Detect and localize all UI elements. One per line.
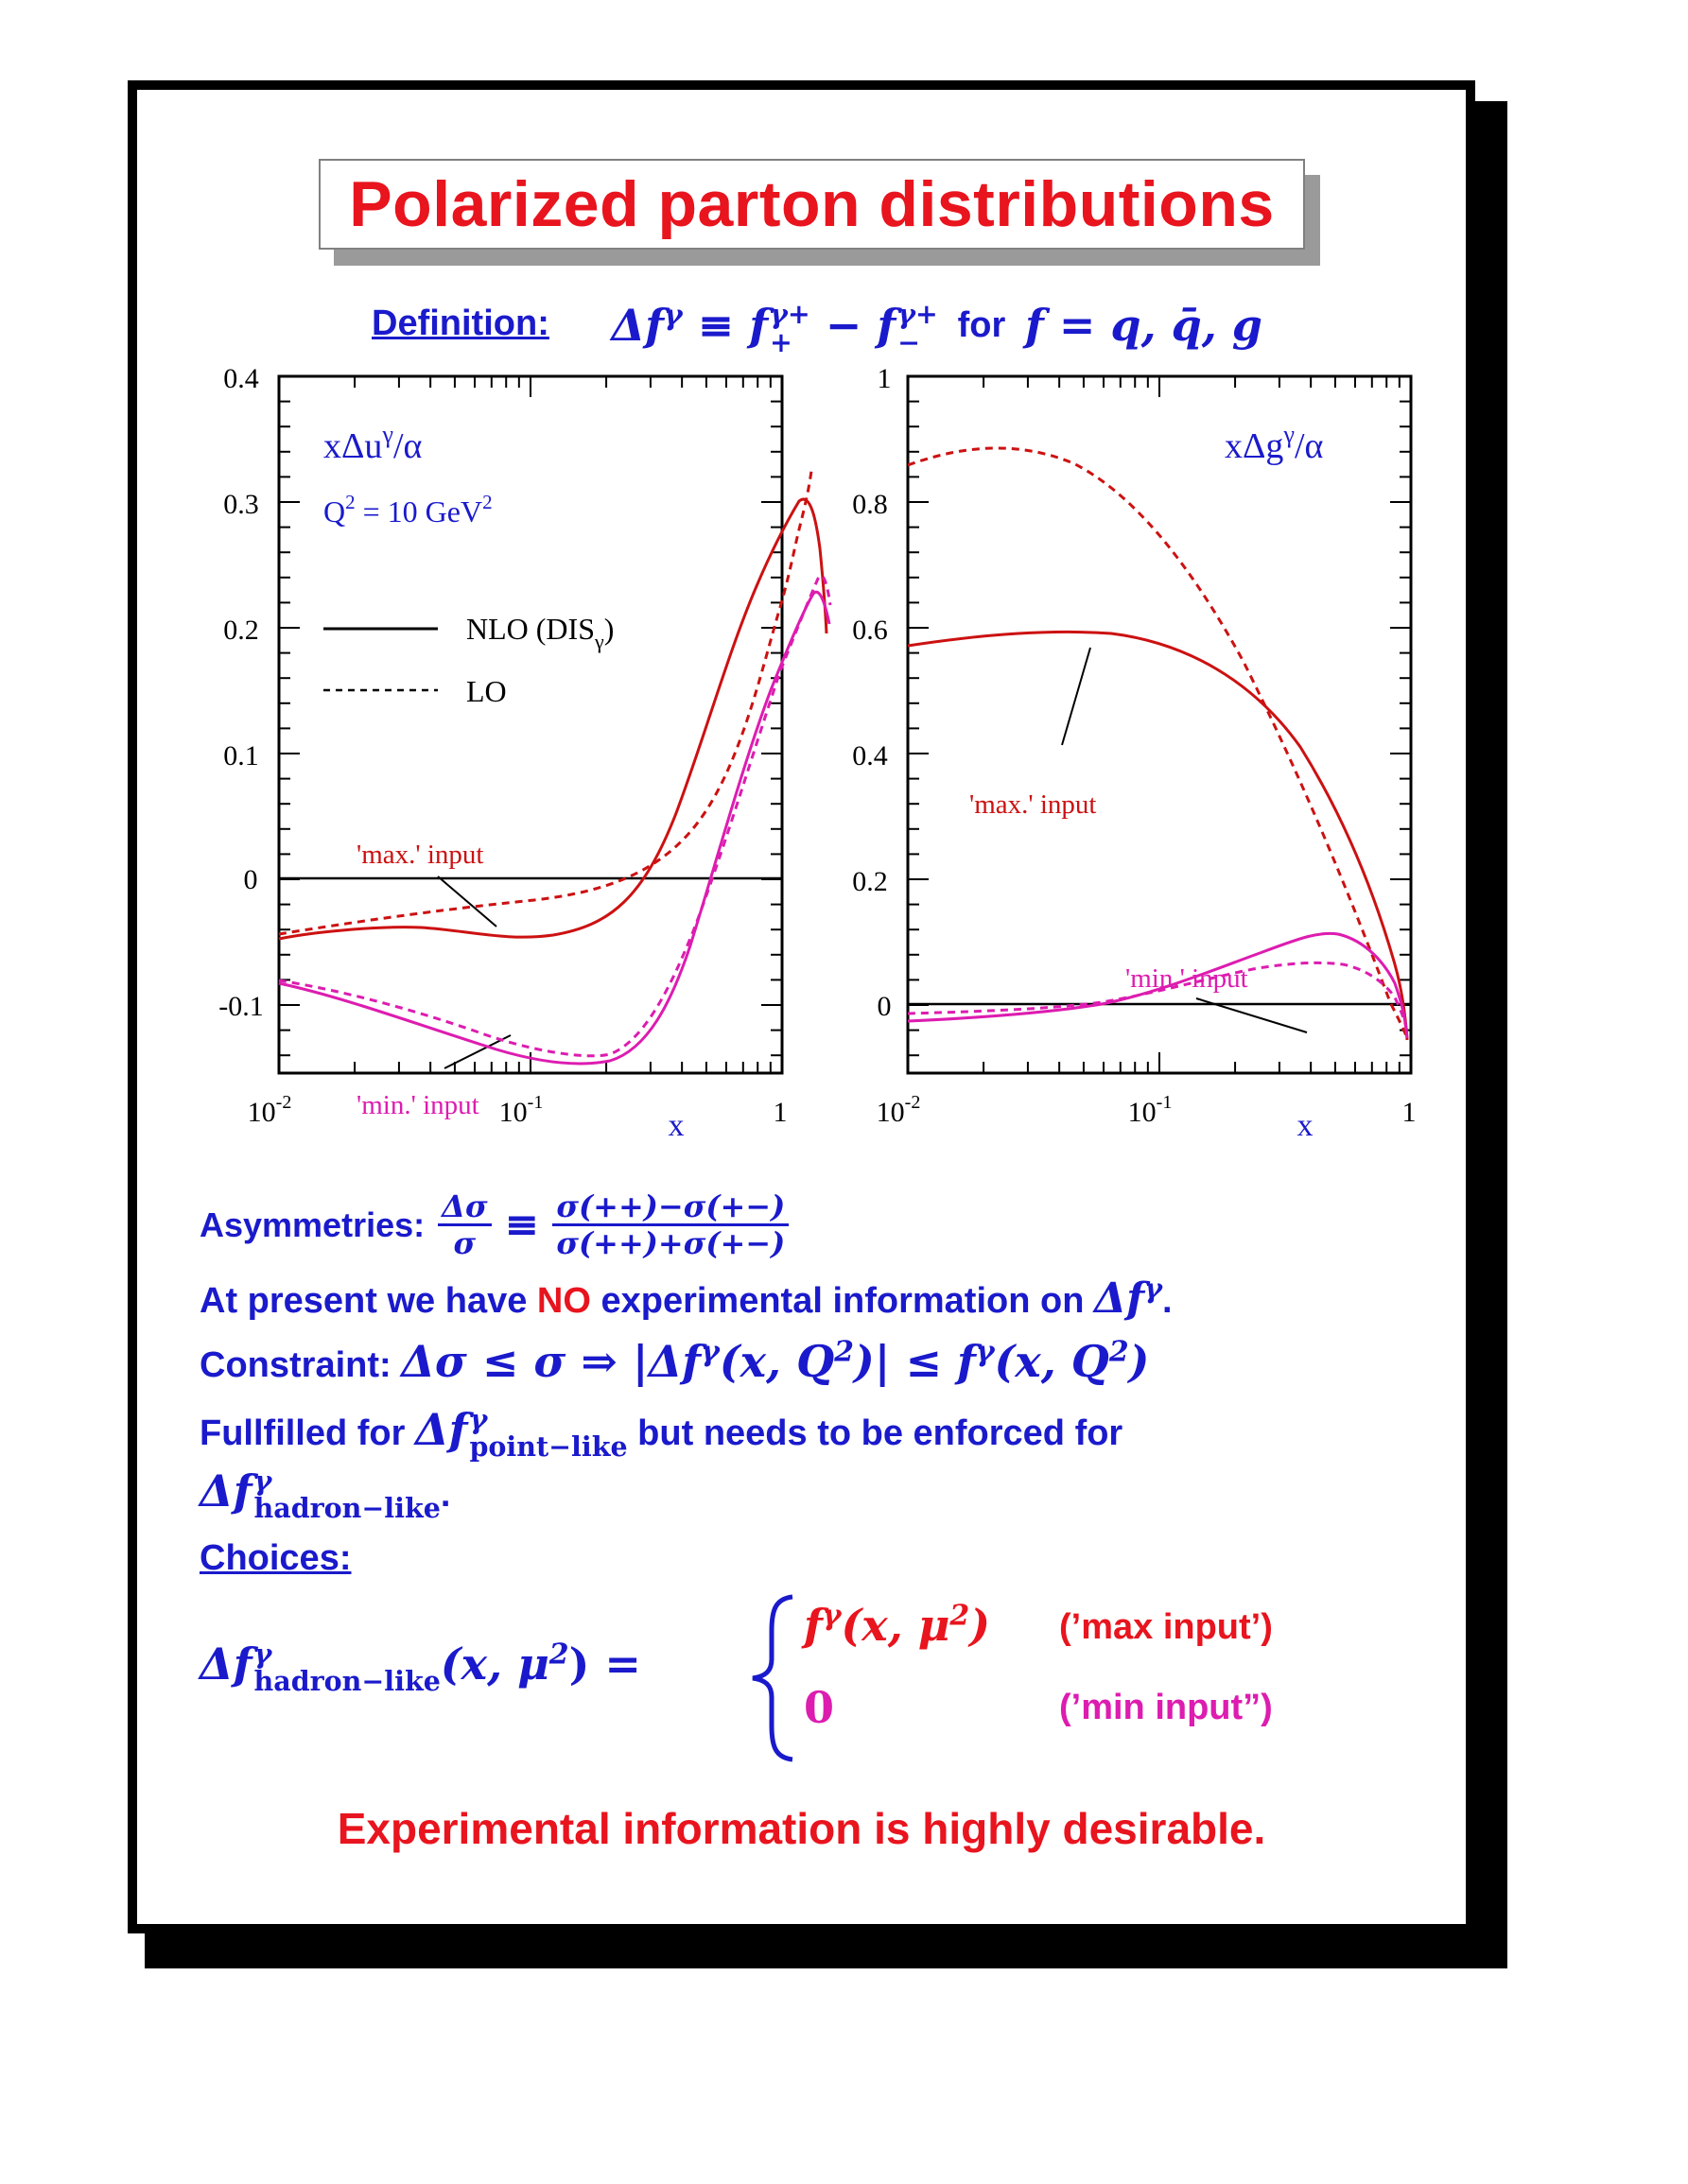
right-chart [852, 363, 1416, 1143]
page-title: Polarized parton distributions [349, 168, 1275, 240]
asymmetries-label: Asymmetries: [200, 1205, 426, 1244]
constraint-line [200, 1336, 1149, 1387]
asymmetry-lhs: $\frac{\Delta\sigma}{\sigma}$ [438, 1191, 491, 1258]
hadron-end: . [440, 1475, 451, 1515]
left-xlabel: x [668, 1108, 685, 1143]
fulfilled-math: Δf γ point−like [414, 1403, 628, 1463]
left-xtick-label: $10^{-2}$ [247, 1092, 292, 1128]
choices-lhs-row [200, 1638, 641, 1695]
case1-note-row [1059, 1607, 1273, 1648]
present-math: $\Delta f^\gamma$ [1093, 1272, 1162, 1323]
asymmetries-line [200, 1188, 789, 1261]
hadron-line [200, 1465, 450, 1522]
choices-label-row [200, 1538, 351, 1579]
choices-brace [747, 1593, 804, 1763]
fulfilled-text-2: but needs to be enforced for [627, 1413, 1123, 1453]
slide-frame [128, 80, 1475, 1933]
charts-area [137, 359, 1466, 1144]
left-max-label: 'max.' input [357, 840, 484, 870]
constraint-label: Constraint: [200, 1345, 402, 1385]
left-ytick-label: 0.4 [223, 363, 259, 394]
present-text-2: experimental information on [590, 1281, 1094, 1321]
definition-lhs: $\Delta f^\gamma$ [611, 299, 683, 351]
case2-note-row [1059, 1688, 1273, 1728]
left-ytick-label: 0.2 [223, 615, 259, 646]
right-ytick-label: 0 [877, 991, 892, 1022]
right-min-label: 'min.' input [1125, 963, 1248, 994]
hadron-math: Δf γ hadron−like [200, 1465, 441, 1524]
left-ytick-label: 0 [243, 864, 258, 895]
case2-note: (’min input”) [1059, 1688, 1273, 1727]
definition-minus: − [809, 300, 878, 351]
conclusion-row [137, 1803, 1466, 1854]
asymmetry-rhs: $\frac{\sigma(++)-\sigma(+-)}{\sigma(++)+\sigma(+-)}$ [552, 1191, 789, 1258]
left-chart [218, 363, 830, 1143]
left-chart-label: xΔu$^\gamma$/α [323, 421, 423, 466]
definition-equiv: ≡ [682, 300, 750, 351]
left-max-nlo-curve [279, 499, 827, 939]
left-min-nlo-curve [279, 592, 829, 1064]
title-box [319, 159, 1305, 250]
choices-label: Choices: [200, 1538, 352, 1578]
left-xtick-label: $10^{-1}$ [498, 1092, 544, 1128]
left-ytick-label: 0.1 [223, 740, 259, 771]
left-max-pointer [438, 876, 496, 927]
right-xlabel: x [1296, 1108, 1314, 1143]
definition-condition: f = q, q̄, g [1025, 300, 1262, 351]
present-end: . [1161, 1281, 1173, 1321]
right-chart-label: xΔg$^\gamma$/α [1225, 421, 1324, 466]
choices-lhs: Δf γ hadron−like (x, $\mu^2$) = [200, 1638, 641, 1697]
definition-label: Definition: [372, 303, 549, 343]
case1-note: (’max input’) [1059, 1607, 1273, 1647]
present-line [200, 1274, 1173, 1323]
left-min-label: 'min.' input [357, 1090, 479, 1120]
conclusion-text: Experimental information is highly desirable. [337, 1804, 1266, 1853]
right-xtick-label: $10^{-2}$ [876, 1092, 921, 1128]
legend-nlo: NLO $(DIS_\gamma)$ [466, 612, 615, 653]
left-xtick-label: 1 [773, 1097, 788, 1128]
left-min-lo-curve [279, 576, 830, 1056]
constraint-math: Δσ ≤ σ ⇒ $|\Delta f^\gamma(x$, $Q^2)| \le f^\gamma(x$, $Q^2$) [401, 1335, 1150, 1387]
definition-for: for [957, 305, 1006, 345]
case1-math: $f^\gamma(x$, $\mu^2$) [804, 1599, 990, 1651]
definition-fplus: f γ+ + [749, 298, 810, 358]
right-max-label: 'max.' input [969, 789, 1097, 820]
right-xtick-label: $10^{-1}$ [1127, 1092, 1173, 1128]
right-xtick-label: 1 [1401, 1097, 1417, 1128]
right-max-lo-curve [908, 448, 1407, 1038]
right-ytick-label: 0.8 [852, 489, 888, 520]
left-ytick-label: -0.1 [218, 991, 264, 1022]
right-ytick-label: 0.4 [852, 740, 888, 771]
present-no: NO [536, 1281, 591, 1321]
right-ytick-label: 0.6 [852, 615, 888, 646]
present-text: At present we have [200, 1281, 537, 1321]
definition-fminus: f γ+ − [877, 298, 938, 358]
fulfilled-line [200, 1404, 1122, 1461]
legend-lo: LO [466, 674, 507, 708]
right-ytick-label: 0.2 [852, 866, 888, 897]
choices-case1 [804, 1600, 990, 1651]
fulfilled-text: Fullfilled for [200, 1413, 415, 1453]
choices-case2 [804, 1682, 834, 1733]
definition-line [372, 300, 1262, 357]
left-q2-label: $Q^2 = 10$ GeV$^2$ [323, 491, 493, 529]
right-max-pointer [1062, 648, 1090, 745]
left-ytick-label: 0.3 [223, 489, 259, 520]
asymmetry-equiv: ≡ [504, 1201, 540, 1249]
case2-math: 0 [804, 1682, 835, 1733]
right-ytick-label: 1 [877, 363, 892, 394]
